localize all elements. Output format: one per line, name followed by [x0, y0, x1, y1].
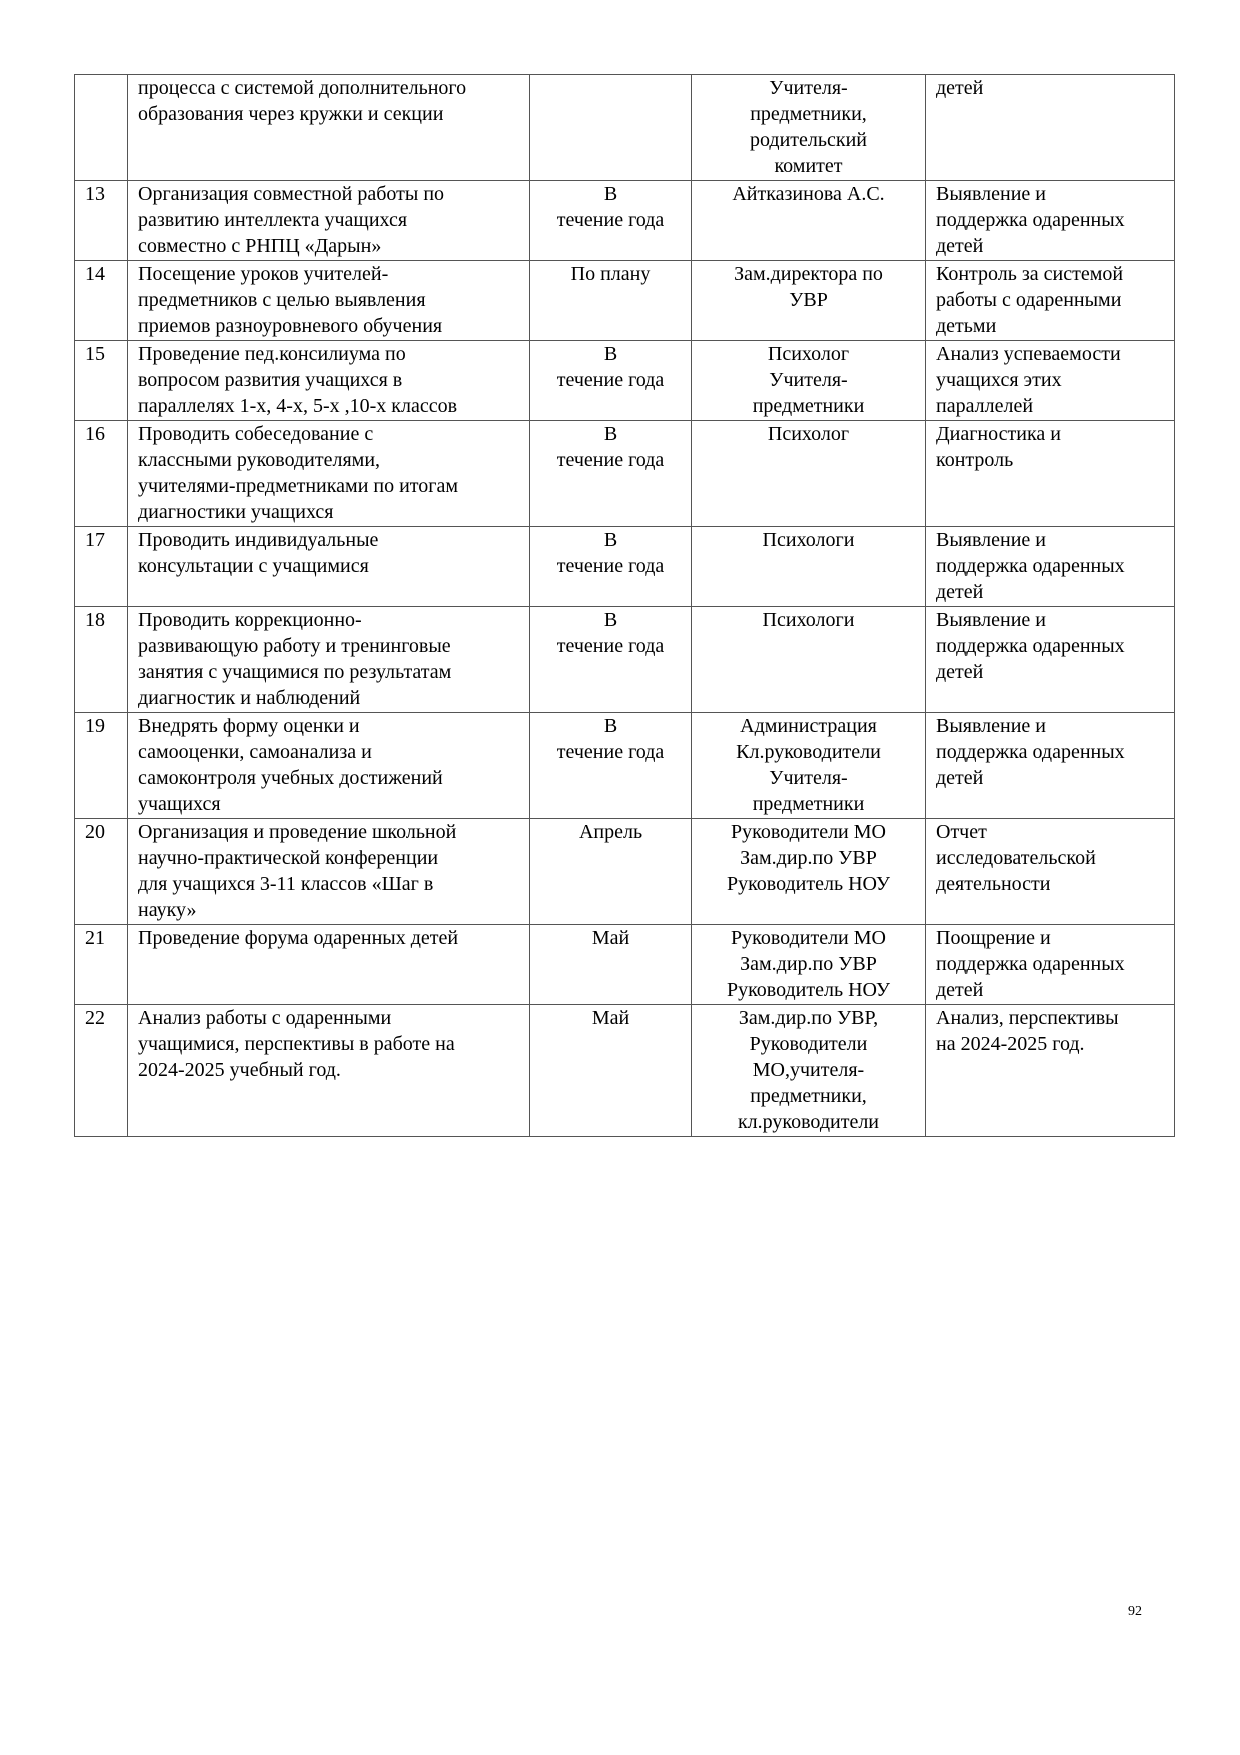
cell-text-line: детей [936, 235, 984, 257]
cell-text-line: поддержка одаренных [936, 953, 1125, 975]
cell-text-line: течение года [556, 209, 665, 231]
cell-text-line: Психологи [762, 529, 855, 551]
table-body [75, 75, 1175, 1137]
cell-text-line: Проведение форума одаренных детей [138, 927, 459, 949]
cell-text-line: В [603, 529, 618, 551]
cell-text-line: поддержка одаренных [936, 555, 1125, 577]
event-cell [128, 607, 530, 713]
cell-text-line: Апрель [578, 821, 643, 843]
cell-text-line: контроль [936, 449, 1014, 471]
cell-text-line: Руководитель НОУ [726, 979, 891, 1001]
cell-text-line: образования через кружки и секции [138, 103, 444, 125]
responsible-cell [692, 819, 926, 925]
table-row [75, 75, 1175, 181]
event-cell [128, 1005, 530, 1137]
cell-text-line: Посещение уроков учителей- [138, 263, 389, 285]
cell-text-line: Руководитель НОУ [726, 873, 891, 895]
cell-text-line: Психологи [762, 609, 855, 631]
cell-text-line: консультации с учащимися [138, 555, 369, 577]
result-cell [926, 819, 1175, 925]
cell-text-line: для учащихся 3-11 классов «Шаг в [138, 873, 434, 895]
cell-text-line: Руководители МО [731, 927, 886, 949]
cell-text-line: Проводить коррекционно- [138, 609, 362, 631]
result-cell [926, 713, 1175, 819]
cell-text-line: детей [936, 767, 984, 789]
result-cell [926, 75, 1175, 181]
cell-text-line: диагностик и наблюдений [138, 687, 361, 709]
cell-text-line: детей [936, 979, 984, 1001]
cell-text-line: на 2024-2025 год. [936, 1033, 1085, 1055]
cell-text-line: развитию интеллекта учащихся [138, 209, 408, 231]
cell-text-line: самооценки, самоанализа и [138, 741, 372, 763]
event-cell [128, 819, 530, 925]
result-cell [926, 421, 1175, 527]
cell-text-line: совместно с РНПЦ «Дарын» [138, 235, 382, 257]
row-number-cell: 21 [75, 925, 128, 1005]
responsible-cell [692, 527, 926, 607]
cell-text-line: поддержка одаренных [936, 635, 1125, 657]
row-number-cell: 15 [75, 341, 128, 421]
page-number: 92 [1128, 1604, 1142, 1619]
cell-text-line: МО,учителя- [752, 1059, 865, 1081]
cell-text-line: самоконтроля учебных достижений [138, 767, 443, 789]
cell-text-line: Отчет [936, 821, 987, 843]
cell-text-line: предметников с целью выявления [138, 289, 426, 311]
result-cell [926, 527, 1175, 607]
cell-text-line: науку» [138, 899, 197, 921]
deadline-cell [530, 421, 692, 527]
responsible-cell [692, 75, 926, 181]
event-cell [128, 527, 530, 607]
cell-text-line: В [603, 715, 618, 737]
cell-text-line: вопросом развития учащихся в [138, 369, 403, 391]
result-cell [926, 925, 1175, 1005]
cell-text-line: Учителя- [769, 369, 848, 391]
table-row [75, 1005, 1175, 1137]
result-cell [926, 341, 1175, 421]
responsible-cell [692, 341, 926, 421]
result-cell [926, 607, 1175, 713]
cell-text-line: Диагностика и [936, 423, 1061, 445]
cell-text-line: параллелей [936, 395, 1034, 417]
result-cell [926, 181, 1175, 261]
cell-text-line: течение года [556, 449, 665, 471]
result-cell [926, 261, 1175, 341]
cell-text-line: Зам.дир.по УВР [740, 953, 877, 975]
cell-text-line: 2024-2025 учебный год. [138, 1059, 341, 1081]
cell-text-line: Анализ работы с одаренными [138, 1007, 392, 1029]
cell-text-line: кл.руководители [737, 1111, 880, 1133]
event-cell [128, 925, 530, 1005]
row-number-cell: 19 [75, 713, 128, 819]
cell-text-line: учащихся этих [936, 369, 1062, 391]
cell-text-line: Психолог [767, 423, 850, 445]
table-row [75, 421, 1175, 527]
table-row [75, 925, 1175, 1005]
cell-text-line: Психолог [767, 343, 850, 365]
row-number-cell: 13 [75, 181, 128, 261]
cell-text-line: занятия с учащимися по результатам [138, 661, 452, 683]
responsible-cell [692, 925, 926, 1005]
activity-plan-table [74, 74, 1175, 1137]
responsible-cell [692, 713, 926, 819]
cell-text-line: детей [936, 581, 984, 603]
cell-text-line: Проводить собеседование с [138, 423, 374, 445]
cell-text-line: Внедрять форму оценки и [138, 715, 360, 737]
cell-text-line: Выявление и [936, 183, 1046, 205]
cell-text-line: комитет [774, 155, 843, 177]
cell-text-line: учителями-предметниками по итогам [138, 475, 459, 497]
row-number-cell: 18 [75, 607, 128, 713]
cell-text-line: Анализ, перспективы [936, 1007, 1119, 1029]
cell-text-line: течение года [556, 369, 665, 391]
deadline-cell [530, 925, 692, 1005]
row-number-cell: 22 [75, 1005, 128, 1137]
deadline-cell [530, 713, 692, 819]
cell-text-line: приемов разноуровневого обучения [138, 315, 443, 337]
cell-text-line: В [603, 183, 618, 205]
event-cell [128, 261, 530, 341]
cell-text-line: В [603, 423, 618, 445]
cell-text-line: Проведение пед.консилиума по [138, 343, 406, 365]
responsible-cell [692, 181, 926, 261]
table-row [75, 607, 1175, 713]
cell-text-line: Выявление и [936, 715, 1046, 737]
cell-text-line: предметники [752, 793, 865, 815]
responsible-cell [692, 421, 926, 527]
event-cell [128, 341, 530, 421]
cell-text-line: развивающую работу и тренинговые [138, 635, 451, 657]
cell-text-line: Зам.директора по [734, 263, 883, 285]
cell-text-line: В [603, 609, 618, 631]
row-number-cell: 17 [75, 527, 128, 607]
cell-text-line: Учителя- [769, 77, 848, 99]
row-number-cell [75, 75, 128, 181]
cell-text-line: родительский [749, 129, 868, 151]
cell-text-line: Контроль за системой [936, 263, 1124, 285]
cell-text-line: детей [936, 661, 984, 683]
cell-text-line: течение года [556, 555, 665, 577]
cell-text-line: По плану [570, 263, 651, 285]
result-cell [926, 1005, 1175, 1137]
cell-text-line: Выявление и [936, 529, 1046, 551]
cell-text-line: Май [591, 1007, 630, 1029]
cell-text-line: Кл.руководители [736, 741, 881, 763]
event-cell [128, 75, 530, 181]
table-row [75, 181, 1175, 261]
event-cell [128, 713, 530, 819]
deadline-cell [530, 527, 692, 607]
cell-text-line: детьми [936, 315, 997, 337]
row-number-cell: 14 [75, 261, 128, 341]
cell-text-line: поддержка одаренных [936, 209, 1125, 231]
cell-text-line: предметники, [750, 1085, 867, 1107]
cell-text-line: течение года [556, 741, 665, 763]
responsible-cell [692, 261, 926, 341]
cell-text-line: учащимися, перспективы в работе на [138, 1033, 455, 1055]
cell-text-line: Администрация [740, 715, 877, 737]
cell-text-line: УВР [789, 289, 828, 311]
cell-text-line: Учителя- [769, 767, 848, 789]
cell-text-line: работы с одаренными [936, 289, 1122, 311]
deadline-cell [530, 1005, 692, 1137]
cell-text-line: Руководители МО [731, 821, 886, 843]
deadline-cell [530, 607, 692, 713]
cell-text-line: предметники [752, 395, 865, 417]
cell-text-line: Организация и проведение школьной [138, 821, 457, 843]
cell-text-line: течение года [556, 635, 665, 657]
responsible-cell [692, 1005, 926, 1137]
cell-text-line: научно-практической конференции [138, 847, 439, 869]
table-row [75, 341, 1175, 421]
responsible-cell [692, 607, 926, 713]
event-cell [128, 421, 530, 527]
table-row [75, 261, 1175, 341]
deadline-cell [530, 181, 692, 261]
cell-text-line: Поощрение и [936, 927, 1051, 949]
cell-text-line: Организация совместной работы по [138, 183, 445, 205]
cell-text-line: предметники, [750, 103, 867, 125]
cell-text-line: В [603, 343, 618, 365]
row-number-cell: 20 [75, 819, 128, 925]
deadline-cell [530, 341, 692, 421]
cell-text-line: учащихся [138, 793, 221, 815]
cell-text-line: Май [591, 927, 630, 949]
deadline-cell [530, 75, 692, 181]
table-row [75, 819, 1175, 925]
cell-text-line: Зам.дир.по УВР, [738, 1007, 879, 1029]
cell-text-line: Выявление и [936, 609, 1046, 631]
cell-text-line: Руководители [749, 1033, 868, 1055]
cell-text-line: Айтказинова А.С. [732, 183, 885, 205]
cell-text-line: Анализ успеваемости [936, 343, 1121, 365]
cell-text-line: диагностики учащихся [138, 501, 334, 523]
table-row [75, 713, 1175, 819]
cell-text-line: процесса с системой дополнительного [138, 77, 467, 99]
cell-text-line: параллелях 1-х, 4-х, 5-х ,10-х классов [138, 395, 458, 417]
cell-text-line: поддержка одаренных [936, 741, 1125, 763]
event-cell [128, 181, 530, 261]
deadline-cell [530, 819, 692, 925]
cell-text-line: детей [936, 77, 984, 99]
cell-text-line: классными руководителями, [138, 449, 381, 471]
deadline-cell [530, 261, 692, 341]
row-number-cell: 16 [75, 421, 128, 527]
cell-text-line: Зам.дир.по УВР [740, 847, 877, 869]
table-row [75, 527, 1175, 607]
cell-text-line: деятельности [936, 873, 1051, 895]
cell-text-line: Проводить индивидуальные [138, 529, 379, 551]
cell-text-line: исследовательской [936, 847, 1096, 869]
